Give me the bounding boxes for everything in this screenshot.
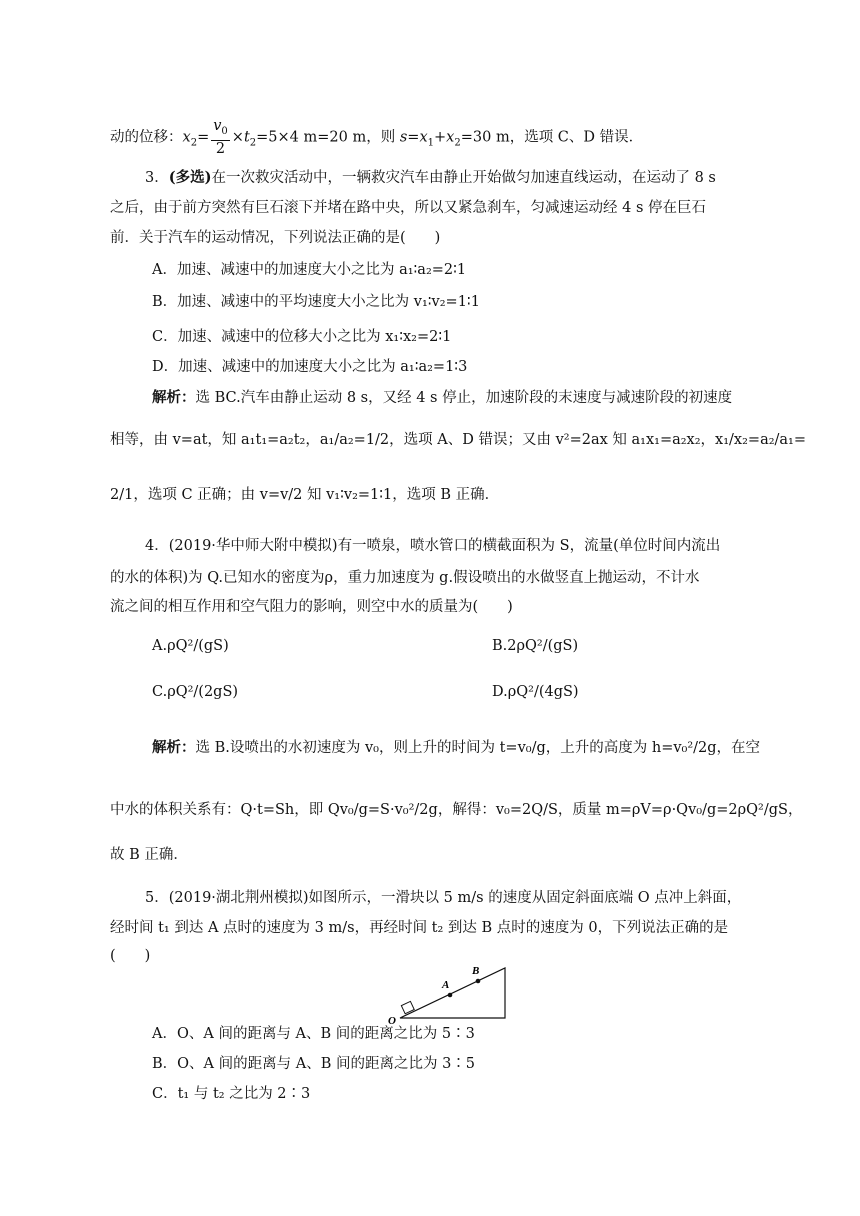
q4-analysis-line1: 解析：选 B.设喷出的水初速度为 v₀，则上升的时间为 t=v₀/g，上升的高度为 h=v₀²/2g，在空: [152, 739, 761, 756]
q5-option-c: C．t₁ 与 t₂ 之比为 2∶3: [152, 1086, 311, 1102]
q4-analysis-line3: 故 B 正确．: [110, 847, 188, 863]
q4-option-c: C.ρQ²/(2gS): [152, 684, 239, 700]
incline-figure: [370, 960, 520, 1030]
label-b: B: [472, 965, 480, 977]
q5-option-a: A．O、A 间的距离与 A、B 间的距离之比为 5∶3: [152, 1026, 475, 1042]
point-b: [476, 979, 481, 984]
q3-analysis-line2: 相等，由 v=at，知 a₁t₁=a₂t₂，a₁/a₂=1/2，选项 A、D 错误；又由 v²=2ax 知 a₁x₁=a₂x₂，x₁/x₂=a₂/a₁=: [110, 432, 807, 448]
q3-analysis-line1: 解析：选 BC.汽车由静止运动 8 s，又经 4 s 停止，加速阶段的末速度与减速阶段的初速度: [152, 389, 733, 406]
q4-analysis-line2: 中水的体积关系有：Q·t=Sh，即 Qv₀/g=S·v₀²/2g，解得：v₀=2Q/S，质量 m=ρV=ρ·Qv₀/g=2ρQ²/gS，: [110, 802, 803, 818]
q3-stem-line2: 之后，由于前方突然有巨石滚下并堵在路中央，所以又紧急刹车，匀减速运动经 4 s 停在巨石: [110, 200, 706, 216]
q4-option-a: A.ρQ²/(gS): [152, 638, 229, 654]
q4-stem-line3: 流之间的相互作用和空气阻力的影响，则空中水的质量为( ): [110, 599, 513, 615]
q3-analysis-line3: 2/1，选项 C 正确；由 v=v/2 知 v₁∶v₂=1∶1，选项 B 正确．: [110, 487, 500, 503]
label-a: A: [442, 979, 450, 991]
q5-stem-line1: 5．(2019·湖北荆州模拟)如图所示，一滑块以 5 m/s 的速度从固定斜面底端 O 点冲上斜面，: [145, 890, 742, 906]
q3-option-d: D．加速、减速中的加速度大小之比为 a₁∶a₂=1∶3: [152, 359, 468, 375]
q4-option-b: B.2ρQ²/(gS): [492, 638, 579, 654]
point-a: [448, 993, 453, 998]
q3-option-c: C．加速、减速中的位移大小之比为 x₁∶x₂=2∶1: [152, 329, 452, 345]
q3-stem-line3: 前．关于汽车的运动情况，下列说法正确的是( ): [110, 230, 441, 246]
q4-stem-line2: 的水的体积)为 Q.已知水的密度为ρ，重力加速度为 g.假设喷出的水做竖直上抛运动，不计水: [110, 570, 700, 586]
q4-option-d: D.ρQ²/(4gS): [492, 684, 579, 700]
q3-option-a: A．加速、减速中的加速度大小之比为 a₁∶a₂=2∶1: [152, 262, 467, 278]
q3-stem-line1: 3．(多选)在一次救灾活动中，一辆救灾汽车由静止开始做匀加速直线运动，在运动了 8 s: [145, 169, 716, 186]
q5-stem-line3: ( ): [110, 948, 151, 964]
q5-option-b: B．O、A 间的距离与 A、B 间的距离之比为 3∶5: [152, 1056, 476, 1072]
q5-stem-line2: 经时间 t₁ 到达 A 点时的速度为 3 m/s，再经时间 t₂ 到达 B 点时的速度为 0，下列说法正确的是: [110, 920, 729, 936]
incline-triangle: [400, 968, 505, 1018]
label-o: O: [388, 1015, 396, 1027]
q2-tail-line: 动的位移：$x_2=$ $\frac{v_0}{2}$ $\times t_2=5\times 4$ m=20 m，则 $s=x_1+x_2=30$ m，选项 C、D 错误．: [110, 118, 644, 157]
q3-option-b: B．加速、减速中的平均速度大小之比为 v₁∶v₂=1∶1: [152, 294, 480, 310]
q4-stem-line1: 4．(2019·华中师大附中模拟)有一喷泉，喷水管口的横截面积为 S，流量(单位时间内流出: [145, 538, 721, 554]
